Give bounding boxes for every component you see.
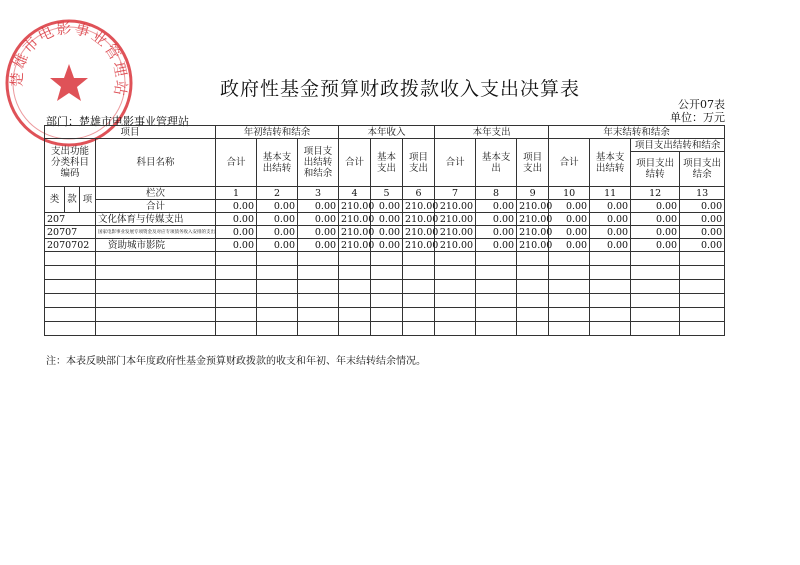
header-lei: 类 bbox=[45, 187, 65, 213]
column-number: 11 bbox=[590, 187, 631, 200]
empty-row bbox=[45, 308, 725, 322]
row-value: 0.00 bbox=[680, 213, 725, 226]
row-value: 0.00 bbox=[371, 213, 403, 226]
total-label: 合计 bbox=[96, 200, 216, 213]
total-cell: 0.00 bbox=[371, 200, 403, 213]
table-row bbox=[45, 239, 725, 252]
row-value: 0.00 bbox=[590, 226, 631, 239]
header-income-total: 合计 bbox=[339, 139, 371, 187]
header-lanci: 栏次 bbox=[96, 187, 216, 200]
row-value: 0.00 bbox=[298, 239, 339, 252]
header-closing: 年末结转和结余 bbox=[549, 126, 725, 139]
total-cell: 0.00 bbox=[298, 200, 339, 213]
row-code: 20707 bbox=[45, 226, 96, 239]
total-cell: 210.00 bbox=[435, 200, 476, 213]
row-value: 0.00 bbox=[298, 226, 339, 239]
row-value: 0.00 bbox=[590, 239, 631, 252]
row-value: 0.00 bbox=[476, 213, 517, 226]
header-income-project: 项目支出 bbox=[403, 139, 435, 187]
row-value: 210.00 bbox=[517, 213, 549, 226]
row-value: 0.00 bbox=[216, 239, 257, 252]
column-number: 8 bbox=[476, 187, 517, 200]
row-value: 0.00 bbox=[216, 226, 257, 239]
column-number: 9 bbox=[517, 187, 549, 200]
header-opening-project: 项目支出结转和结余 bbox=[298, 139, 339, 187]
header-closing-total: 合计 bbox=[549, 139, 590, 187]
row-value: 210.00 bbox=[403, 239, 435, 252]
empty-row bbox=[45, 252, 725, 266]
column-number: 1 bbox=[216, 187, 257, 200]
table-note: 注：本表反映部门本年度政府性基金预算财政拨款的收支和年初、年末结转结余情况。 bbox=[46, 356, 426, 367]
row-value: 0.00 bbox=[476, 239, 517, 252]
row-value: 0.00 bbox=[257, 239, 298, 252]
header-opening-basic: 基本支出结转 bbox=[257, 139, 298, 187]
row-value: 210.00 bbox=[435, 239, 476, 252]
header-subject-name: 科目名称 bbox=[96, 139, 216, 187]
header-income-basic: 基本支出 bbox=[371, 139, 403, 187]
row-value: 0.00 bbox=[257, 226, 298, 239]
department-label: 部门：楚雄市电影事业管理站 bbox=[46, 115, 189, 128]
column-number: 6 bbox=[403, 187, 435, 200]
column-number: 3 bbox=[298, 187, 339, 200]
row-value: 210.00 bbox=[517, 239, 549, 252]
total-cell: 0.00 bbox=[631, 200, 680, 213]
header-expense-basic: 基本支出 bbox=[476, 139, 517, 187]
row-value: 0.00 bbox=[549, 226, 590, 239]
header-opening-total: 合计 bbox=[216, 139, 257, 187]
column-number: 12 bbox=[631, 187, 680, 200]
header-func-code: 支出功能分类科目编码 bbox=[45, 139, 96, 187]
row-code: 2070702 bbox=[45, 239, 96, 252]
row-value: 0.00 bbox=[216, 213, 257, 226]
empty-row bbox=[45, 280, 725, 294]
report-table bbox=[44, 125, 725, 336]
total-cell: 210.00 bbox=[517, 200, 549, 213]
row-value: 0.00 bbox=[257, 213, 298, 226]
row-value: 0.00 bbox=[371, 226, 403, 239]
row-value: 0.00 bbox=[590, 213, 631, 226]
header-expense-total: 合计 bbox=[435, 139, 476, 187]
header-income: 本年收入 bbox=[339, 126, 435, 139]
row-value: 0.00 bbox=[298, 213, 339, 226]
row-value: 0.00 bbox=[631, 239, 680, 252]
total-cell: 0.00 bbox=[549, 200, 590, 213]
row-value: 210.00 bbox=[403, 226, 435, 239]
empty-row bbox=[45, 322, 725, 336]
row-value: 0.00 bbox=[631, 213, 680, 226]
row-subject-name: 资助城市影院 bbox=[96, 239, 216, 252]
row-value: 210.00 bbox=[339, 226, 371, 239]
header-closing-project: 项目支出结转和结余 bbox=[631, 139, 725, 152]
total-cell: 210.00 bbox=[339, 200, 371, 213]
header-closing-basic: 基本支出结转 bbox=[590, 139, 631, 187]
row-value: 210.00 bbox=[403, 213, 435, 226]
column-number: 4 bbox=[339, 187, 371, 200]
header-closing-project-carry: 项目支出结转 bbox=[631, 152, 680, 187]
row-value: 0.00 bbox=[631, 226, 680, 239]
header-opening: 年初结转和结余 bbox=[216, 126, 339, 139]
header-kuan: 款 bbox=[65, 187, 80, 213]
total-cell: 0.00 bbox=[680, 200, 725, 213]
column-number: 2 bbox=[257, 187, 298, 200]
empty-row bbox=[45, 266, 725, 280]
row-value: 210.00 bbox=[517, 226, 549, 239]
column-number: 10 bbox=[549, 187, 590, 200]
header-closing-project-balance: 项目支出结余 bbox=[680, 152, 725, 187]
row-subject-name: 文化体育与传媒支出 bbox=[96, 213, 216, 226]
row-value: 0.00 bbox=[680, 226, 725, 239]
row-value: 0.00 bbox=[549, 213, 590, 226]
row-value: 0.00 bbox=[549, 239, 590, 252]
row-subject-name: 国家电影事业发展专项资金及对应专项债务收入安排的支出 bbox=[96, 226, 216, 239]
form-code: 公开07表 bbox=[678, 98, 725, 111]
column-number: 7 bbox=[435, 187, 476, 200]
header-xiang: 项 bbox=[80, 187, 96, 213]
svg-text:楚雄市电影事业管理站: 楚雄市电影事业管理站 bbox=[7, 18, 131, 99]
unit-label: 单位：万元 bbox=[670, 111, 725, 124]
total-cell: 0.00 bbox=[257, 200, 298, 213]
total-cell: 0.00 bbox=[590, 200, 631, 213]
empty-row bbox=[45, 294, 725, 308]
row-value: 210.00 bbox=[339, 239, 371, 252]
total-cell: 210.00 bbox=[403, 200, 435, 213]
header-expense: 本年支出 bbox=[435, 126, 549, 139]
row-code: 207 bbox=[45, 213, 96, 226]
row-value: 0.00 bbox=[371, 239, 403, 252]
table-row bbox=[45, 226, 725, 239]
column-number: 5 bbox=[371, 187, 403, 200]
total-cell: 0.00 bbox=[476, 200, 517, 213]
total-cell: 0.00 bbox=[216, 200, 257, 213]
row-value: 0.00 bbox=[680, 239, 725, 252]
row-value: 210.00 bbox=[339, 213, 371, 226]
report-title: 政府性基金预算财政拨款收入支出决算表 bbox=[219, 78, 580, 100]
table-row bbox=[45, 213, 725, 226]
row-value: 210.00 bbox=[435, 226, 476, 239]
row-value: 0.00 bbox=[476, 226, 517, 239]
column-number: 13 bbox=[680, 187, 725, 200]
header-project: 项目 bbox=[45, 126, 216, 139]
header-expense-project: 项目支出 bbox=[517, 139, 549, 187]
row-value: 210.00 bbox=[435, 213, 476, 226]
